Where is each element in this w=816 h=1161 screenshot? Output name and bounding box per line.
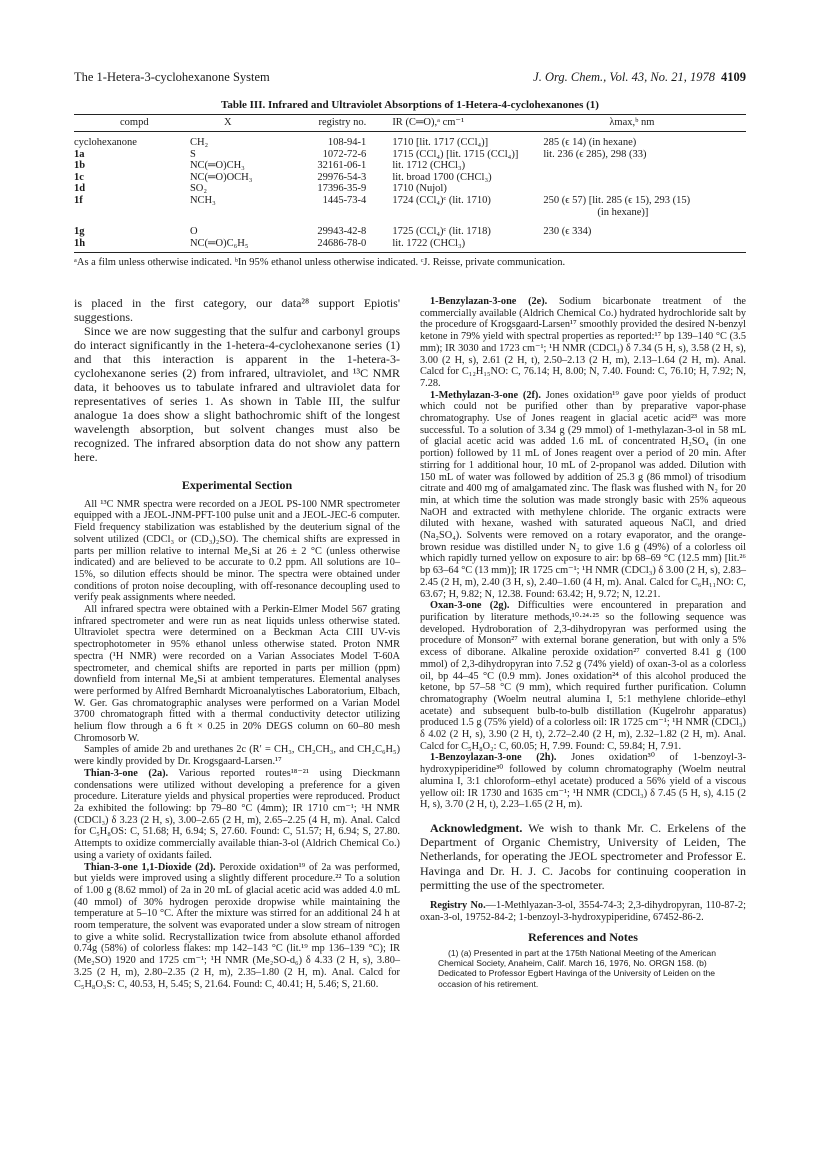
col-header-compd: compd	[120, 117, 149, 128]
cell-ir: lit. broad 1700 (CHCl₃)	[392, 171, 492, 183]
cell-x: CH₂	[189, 137, 209, 148]
cell-uv	[543, 238, 746, 253]
cell-registry: 32161-06-1	[317, 160, 367, 172]
cell-ir: 1710 [lit. 1717 (CCl₄)]	[392, 137, 489, 148]
cell-ir: lit. 1712 (CHCl₃)	[392, 160, 466, 172]
running-header	[74, 69, 746, 85]
cell-compd: 1b	[74, 160, 86, 172]
registry-text: —1-Methlyazan-3-ol, 3554-74-3; 2,3-dihydropyran, 110-87-2; oxan-3-ol, 19752-84-2; 1-benzoyl-3-hydroxypiperidine, 67452-86-2.	[420, 899, 746, 923]
compound-text: Sodium bicarbonate treatment of the commercially available (Aldrich Chemical Co.) hydrated hydrochloride salt by the procedure of Krogsgaard-Larsen¹⁷ smoothly provided the desired N-benzyl ketone in 79% yield with spectral properties as reported:¹⁷ bp 139–140 °C (3.5 mm); IR 3030 and 1723 cm⁻¹; ¹H NMR (CDCl₃) δ 7.34 (5 H, s), 3.58 (2 H, s), 3.00 (2 H, s), 2.61 (2 H, t), 2.50–2.13 (2 H, m), 2.13–1.64 (2 H, m). Anal. Calcd for C₁₂H₁₅NO: C, 76.14; H, 8.00; N, 7.40. Found: C, 76.10; H, 7.92; N, 7.28.	[420, 296, 746, 389]
table-row	[74, 183, 746, 195]
paragraph: All infrared spectra were obtained with a Perkin-Elmer Model 567 grating infrared spectrometer and were run as neat liquids unless otherwise stated. Ultraviolet spectra were determined on a Beckman Acta CIII UV-vis spectrophotometer in 95% ethanol unless otherwise stated. Proton NMR spectra (¹H NMR) were recorded on a Varian Associates Model T-60A spectrometer, and chemical shifts are reported in parts per million (ppm) downfield from internal Me₄Si at ambient temperatures. Elemental analyses were performed by Alfred Bernhardt Microanalytisches Laboratorium, Elbach, W. Ger. Gas chromatographic analyses were performed on a Varian Model 3700 chromatograph fitted with a thermal conductivity detector utilizing helium flow through a 6 ft × 0.25 in 20% DEGS column on 60–80 mesh Chromosorb W.	[74, 604, 400, 744]
paragraph	[420, 752, 746, 811]
compound-heading: Oxan-3-one (2g).	[430, 600, 510, 612]
cell-ir: 1710 (Nujol)	[392, 183, 447, 195]
cell-compd: cyclohexanone	[74, 137, 137, 148]
table-iii	[74, 98, 746, 269]
compound-heading: 1-Benzoylazan-3-one (2h).	[430, 752, 557, 764]
table-row	[74, 149, 746, 161]
table-row	[74, 172, 746, 184]
cell-registry: 29976-54-3	[317, 171, 367, 183]
section-heading-experimental: Experimental Section	[181, 478, 293, 492]
cell-ir: 1725 (CCl₄)ᶜ (lit. 1718)	[392, 226, 491, 238]
cell-x: NC(═O)CH₃	[189, 160, 245, 172]
compound-heading: Thian-3-one (2a).	[84, 767, 169, 779]
cell-uv	[543, 183, 746, 195]
acknowledgment-text: We wish to thank Mr. C. Erkelens of the Department of Organic Chemistry, University of Leiden, The Netherlands, for operating the JEOL spectrometer and Professor E. Havinga and Dr. H. J. C. Jacobs for continuing cooperation in permitting the use of the spectrometer.	[420, 820, 746, 892]
cell-compd: 1a	[74, 148, 85, 160]
table-row	[74, 238, 746, 253]
col-header-registry: registry no.	[318, 117, 367, 128]
acknowledgment	[420, 821, 746, 892]
compound-heading: 1-Methylazan-3-one (2f).	[430, 389, 541, 401]
cell-registry: 24686-78-0	[317, 237, 367, 249]
paragraph	[74, 862, 400, 991]
page-number: 4109	[721, 70, 746, 84]
cell-compd: 1f	[74, 194, 83, 206]
table-row	[74, 160, 746, 172]
cell-uv: (in hexane)]	[597, 206, 649, 218]
paragraph: All ¹³C NMR spectra were recorded on a JEOL PS-100 NMR spectrometer equipped with a JEOL-JNM-PFT-100 pulse unit and a JEOL-JEC-6 computer. Field frequency stabilization was established by the deuterium signal of the solvent utilized (CDCl₃ or (CD₃)₂SO). The chemical shifts are expressed in parts per million relative to internal Me₄Si at 26 ± 2 °C (unless otherwise indicated) and are believed to be accurate to 0.2 ppm. All solutions are 10–15%, so dilution effects should be minor. The spectra were obtained under conditions of proton noise decoupling, with off-resonance decoupling used to verify peak assignments where needed.	[74, 498, 400, 604]
journal-citation	[533, 69, 746, 85]
cell-compd: 1c	[74, 171, 84, 183]
table-row	[74, 195, 746, 207]
left-column	[74, 296, 400, 990]
table-row	[74, 207, 746, 219]
cell-x	[190, 207, 300, 219]
col-header-ir: IR (C═O),ᵃ cm⁻¹	[392, 117, 465, 128]
cell-compd: 1h	[74, 237, 86, 249]
cell-uv	[543, 160, 746, 172]
section-heading-references: References and Notes	[528, 929, 638, 944]
compound-text: Jones oxidation³⁰ of 1-benzoyl-3-hydroxypiperidine³⁰ followed by column chromatography (Woelm neutral alumina I, 3:1 chloroform–ethyl acetate) produced a 56% yield of a viscous yellow oil: IR 1730 and 1635 cm⁻¹; ¹H NMR (CDCl₃) δ 7.45 (5 H, s), 4.15 (2 H, s), 3.70 (2 H, t), 2.23–1.65 (2 H, m).	[420, 752, 746, 811]
cell-x: NCH₃	[189, 194, 216, 206]
paragraph	[420, 390, 746, 601]
table-title: Table III. Infrared and Ultraviolet Absorptions of 1-Hetera-4-cyclohexanones (1)	[221, 99, 599, 111]
compound-heading: 1-Benzylazan-3-one (2e).	[430, 296, 548, 307]
cell-ir: 1724 (CCl₄)ᶜ (lit. 1710)	[392, 194, 491, 206]
cell-registry	[300, 207, 381, 219]
cell-registry: 1445-73-4	[322, 194, 367, 206]
paragraph: is placed in the first category, our data²⁸ support Epiotis' suggestions.	[74, 296, 400, 324]
table-footnote: ᵃAs a film unless otherwise indicated. ᵇIn 95% ethanol unless otherwise indicated. ᶜJ. Reisse, private communication.	[74, 257, 566, 269]
right-column	[420, 296, 746, 989]
compound-text: Various reported routes¹⁸⁻²¹ using Dieckmann condensations were utilized without developing a preference for a given procedure. Literature yields and physical properties were reproduced. Product 2a exhibited the following: bp 79–80 °C (4mm); IR 1710 cm⁻¹; ¹H NMR (CDCl₃) δ 3.23 (2 H, s), 3.00–2.65 (2 H, m), 2.65–2.25 (4 H, m). Anal. Calcd for C₅H₈OS: C, 51.68; H, 6.94; S, 27.60. Found: C, 51.57; H, 6.94; S, 27.80. Attempts to oxidize commercially available thian-3-ol (Aldrich Chemical Co.) using a variety of oxidants failed.	[74, 767, 400, 861]
cell-ir: 1715 (CCl₄) [lit. 1715 (CCl₄)]	[392, 148, 519, 160]
cell-x: NC(═O)OCH₃	[189, 171, 253, 183]
absorption-table	[74, 114, 746, 253]
cell-compd	[74, 207, 190, 219]
cell-registry: 17396-35-9	[317, 183, 367, 195]
col-header-uv: λmax,ᵇ nm	[609, 117, 655, 128]
running-title: The 1-Hetera-3-cyclohexanone System	[74, 70, 270, 84]
cell-registry: 29943-42-8	[317, 226, 367, 238]
compound-text: Peroxide oxidation¹⁹ of 2a was performed, but yields were improved using a slightly different procedure.²² To a solution of 1.00 g (8.62 mmol) of 2a in 20 mL of glacial acetic acid was added 4.0 mL (40 mmol) of 30% hydrogen peroxide dropwise while maintaining the temperature at 5–10 °C. After the mixture was stirred for an additional 24 h at room temperature, the solvent was evaporated under a slow stream of nitrogen to give a white solid. Recrystallization twice from absolute ethanol afforded 0.74g (58%) of colorless flakes: mp 142–143 °C (lit.¹⁹ mp 136–139 °C); IR (Me₂SO) 1920 and 1725 cm⁻¹; ¹H NMR (Me₂SO-d₆) δ 4.33 (2 H, s), 3.80–3.25 (2 H, m), 2.80–2.35 (2 H, m), 2.35–1.80 (2 H, m). Anal. Calcd for C₅H₈O₃S: C, 40.53, H, 5.45; S, 21.64. Found: C, 40.41; H, 5.46; S, 21.60.	[74, 861, 400, 990]
table-row	[74, 132, 746, 149]
registry-numbers	[420, 900, 746, 924]
registry-heading: Registry No.	[430, 899, 486, 911]
cell-uv: 230 (ϵ 334)	[543, 226, 592, 238]
cell-registry: 1072-72-6	[322, 148, 367, 160]
cell-x: O	[189, 226, 198, 238]
paragraph	[420, 600, 746, 752]
cell-uv: 250 (ϵ 57) [lit. 285 (ϵ 15), 293 (15)	[543, 194, 691, 206]
cell-uv	[543, 172, 746, 184]
cell-registry: 108-94-1	[327, 137, 367, 148]
paragraph	[74, 768, 400, 862]
table-row	[74, 218, 746, 238]
reference-item: (1) (a) Presented in part at the 175th National Meeting of the American Chemical Society, Anaheim, Calif. March 16, 1976, No. ORGN 158. (b) Dedicated to Professor Egbert Havinga of the University of Leiden on the occasion of his retirement.	[438, 947, 716, 989]
cell-x: NC(═O)C₆H₅	[189, 237, 249, 249]
cell-uv: lit. 236 (ϵ 285), 298 (33)	[543, 148, 647, 160]
cell-compd: 1g	[74, 226, 85, 238]
paragraph	[420, 296, 746, 390]
cell-ir	[380, 207, 543, 219]
journal-name: J. Org. Chem., Vol. 43, No. 21, 1978	[533, 70, 715, 84]
table-body	[74, 132, 746, 253]
paragraph: Since we are now suggesting that the sulfur and carbonyl groups do interact significantly in the 1-hetera-4-cyclohexanone series (1) and that this interaction is apparent in the 1-hetera-3-cyclohexanone series (2) from infrared, ultraviolet, and ¹³C NMR data, it behooves us to tabulate infrared and ultraviolet data for representatives of series 1. As shown in Table III, the sulfur analogue 1a does show a slight bathochromic shift of the longest wavelength absorption, but solvent changes must also be recognized. The infrared absorption data do not show any pattern here.	[74, 324, 400, 464]
compound-heading: Thian-3-one 1,1-Dioxide (2d).	[84, 861, 216, 873]
paragraph: Samples of amide 2b and urethanes 2c (R′ = CH₃, CH₂CH₃, and CH₂C₆H₅) were kindly provided by Dr. Krogsgaard-Larsen.¹⁷	[74, 744, 400, 768]
cell-x: S	[189, 148, 196, 160]
compound-text: Difficulties were encountered in preparation and purification by literature methods,¹⁰·²⁴·²⁵ so the following sequence was developed. Hydroboration of 2,3-dihydropyran was performed using the procedure of Monson²⁷ with external borane generation, but with only a 5% excess of diborane. Alkaline peroxide oxidation²⁷ converted 8.41 g (100 mmol) of 2,3-dihydropyran into 7.52 g (74% yield) of oxan-3-ol as a colorless oil, bp 44–45 °C (0.9 mm). Jones oxidation²⁴ of this alcohol produced the ketone, bp 57–58 °C (9 mm), which required further purification. Column chromatography (Woelm neutral alumina I, 5:1 methylene chloride–ethyl acetate) and subsequent bulb-to-bulb distillation (Kugelrohr apparatus) produced 1.5 g (75% yield) of a colorless oil: IR 1725 cm⁻¹; ¹H NMR (CDCl₃) δ 4.02 (2 H, s), 3.90 (2 H, t), 2.72–2.40 (2 H, m), 2.32–1.82 (2 H, m). Anal. Calcd for C₅H₈O₂: C, 60.05; H, 7.99. Found: C, 59.84; H, 7.91.	[420, 600, 746, 752]
cell-uv: 285 (ϵ 14) (in hexane)	[543, 137, 637, 148]
cell-x: SO₂	[189, 183, 208, 195]
table-header-row	[74, 115, 746, 132]
cell-compd: 1d	[74, 183, 86, 195]
cell-ir: lit. 1722 (CHCl₃)	[392, 237, 466, 249]
acknowledgment-heading: Acknowledgment.	[430, 820, 523, 835]
col-header-x: X	[223, 117, 232, 128]
compound-text: Jones oxidation¹⁹ gave poor yields of product which could not be purified other than by preparative vapor-phase chromatography. Use of Jones reagent in glacial acetic acid²³ was more successful. To a solution of 3.34 g (29 mmol) of 1-methylazan-3-ol in 58 mL of glacial acetic acid was added 1.6 mL of concentrated H₂SO₄ (in one portion) followed by 11 mL of Jones reagent over a period of 20 min. After stirring for 1 additional hour, 10 mL of 2-propanol was added. Dilution with 150 mL of water was followed by addition of 25.3 g (86 mmol) of trisodium citrate and 400 mg of amalgamated zinc. The flask was flushed with N₂ for 20 min, at which time the solution was made strongly basic with 25% aqueous NaOH and extracted with methylene chloride. The organic extracts were diluted with hexane, washed with saturated aqueous NaCl, and dried (Na₂SO₄). Solvents were removed on a rotary evaporator, and the orange-brown residue was distilled under N₂ to give 1.6 g (49%) of a colorless oil which rapidly turned yellow on exposure to air: bp 68–69 °C (12.5 mm) [lit.²⁶ bp 63–64 °C (13 mm)]; IR 1725 cm⁻¹; ¹H NMR (CDCl₃) δ 3.00 (2 H, s), 2.83–2.45 (2 H, m), 2.40 (3 H, s), 2.40–1.60 (4 H, m). Anal. Calcd for C₆H₁₁NO: C, 63.67; H, 9.82; N, 12.38. Found: 63.42; H, 9.72; N, 12.21.	[420, 389, 746, 600]
